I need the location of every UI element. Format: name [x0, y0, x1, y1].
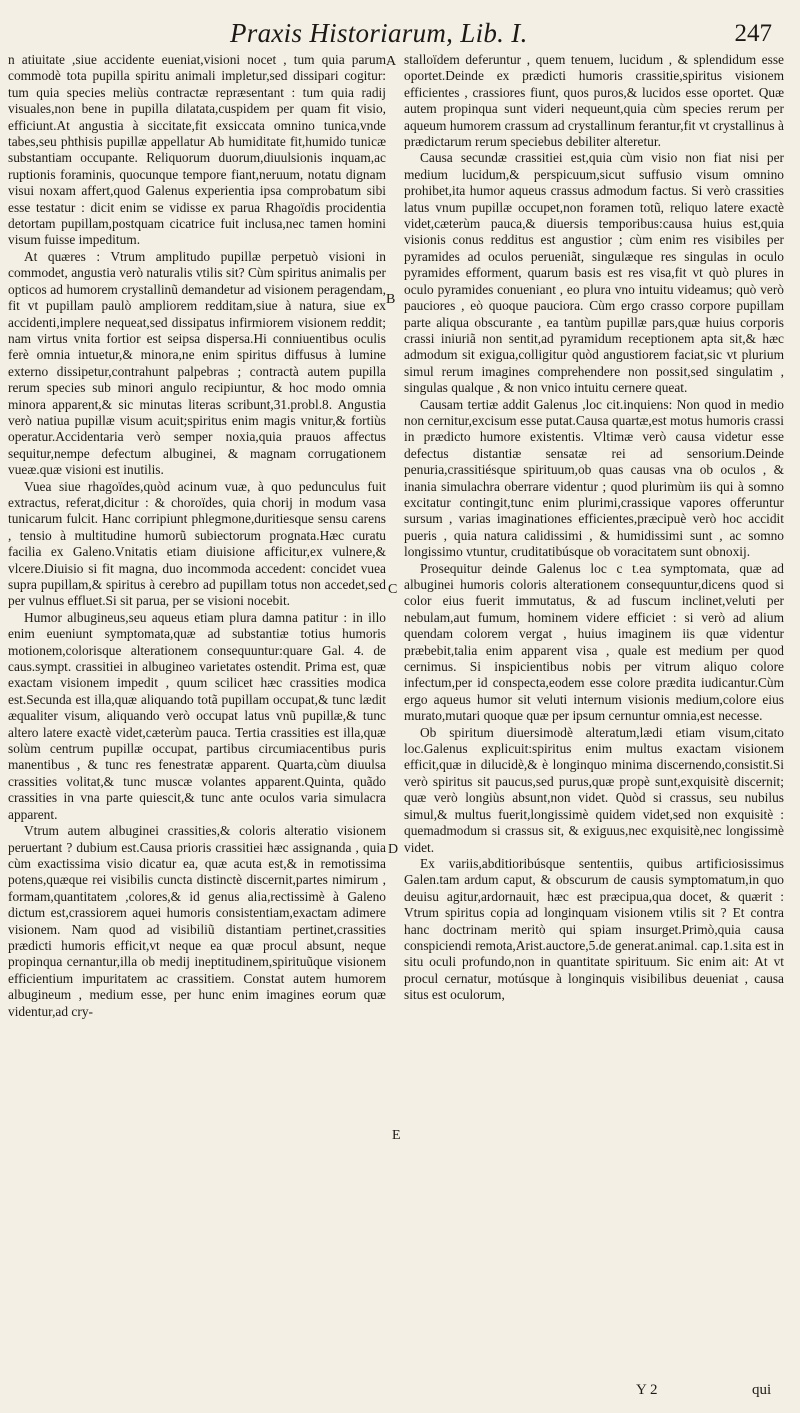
- catchword: qui: [752, 1382, 772, 1398]
- paragraph: stalloïdem deferuntur , quem tenuem, lucidum , & splendidum esse oportet.Deinde ex prædicti humoris crassitie,spiritus visionem efficientes , crassiores fiunt, quos puros,& lucidos esse oportet. Quæ autem propinqua sunt videri nequeunt,quia cùm species rerum per aqueum humorem crassum ad crystallinum ferantur,fit vt crystallinus à prædictarum rerum speciebus debiliter alteretur.: [404, 52, 784, 150]
- running-head: [0, 18, 800, 52]
- paragraph: Humor albugineus,seu aqueus etiam plura damna patitur : in illo enim eueniunt symptomata,quæ ad substantiæ totius humoris motionem,colorisque alterationem consequuntur:quare Gal. 4. de caus.sympt. crassitiei in albugineo varietates ostendit. Prima est, quæ exactam visionem impedit , quum scilicet hæc crassities modica est.Secunda est illa,quæ aliquando totã pupillam occupat,& tunc lædit æqualiter visum, aliquando verò occupat latus vnũ pupillæ,& tunc altero latere exactè videt,cæterùm pauca. Tertia crassities est illa,quæ solùm centrum pupillæ occupat, partibus circumiacentibus puris manentibus , & tunc res fenestratæ apparent. Quarta,cùm diuulsa crassities volitat,& tunc muscæ volantes apparent.Quinta, quãdo crassities in vna parte quiescit,& tunc ante oculos varia simulacra apparent.: [8, 609, 386, 822]
- margin-letter-a: A: [386, 54, 397, 69]
- paragraph: At quæres : Vtrum amplitudo pupillæ perpetuò visioni in commodet, angustia verò naturalis vtilis sit? Cùm spiritus animalis per opticos ad humorem crystallinũ demandetur ad visionem peragendam, fit vt pupillam paulò ampliorem redditam,siue à natura, siue ex accidenti,implere nequeat,sed dissipatus infirmiorem visionem reddit; nam virtus vnita fortior est seipsa dispersa.Hi conniuentibus oculis ferè omnia intuetur,& minora,ne enim spiritus diffusus à lumine externo dissipetur,contrahunt palpebras ; contractà autem pupilla rerum species sub minori angulo recipiuntur, & hoc modo omnia minora apparent,& sic minutas literas scribunt,31.probl.8. Angustia verò natiua pupillæ visum acuit;spiritus enim magis vnitur,& fortiùs operatur.Accidentaria verò semper noxia,quia prauos affectus sequitur,nempe defectum albuginei, & magnam corrugationem vueæ.quæ visioni est inutilis.: [8, 248, 386, 478]
- paragraph: Causa secundæ crassitiei est,quia cùm visio non fiat nisi per medium lucidum,& perspicuum,sicut suffusio visum omnino prohibet,ita humor aqueus crassus admodum factus. Si verò crassities latus vnum pupillæ occupet,non foramen totũ, reliquo latere exactè videt,cæterùm pauca,& diuersis temporibus:causa huius est,quia visionis conus redditus est angustior ; cùm enim res visibiles per pyramides ad oculos perueniãt, singulæque res singulas in oculo pyramides efforment, quarum basis est res visa,fit vt quò plures in oculo pyramides conueniant , eo plura vno intuitu videamus; quò verò pauciores , eò quoque pauciora. Cùm ergo crasso corpore pupillam parte aliqua obscurante , ea tantùm pupillæ pars,quæ huius corporis crassi iniuriã non sentit,ad pyramidum receptionem apta sit,& hæc admodum sit exigua,colligitur quòd angustiorem faciat,sic vt plurium simul rerum imagines comprehendere non possit,sed singulatim , singulas qualque , & non vnico intuitu cernere queat.: [404, 150, 784, 396]
- margin-letter-b: B: [386, 292, 396, 307]
- right-column: [404, 52, 784, 1004]
- paragraph: Causam tertiæ addit Galenus ,loc cit.inquiens: Non quod in medio non cernitur,excisum esse putat.Causa quartæ,est motus humoris crassi in prædicto humore existentis. Vltimæ verò causa videtur esse defectus distantiæ sensatæ rei ad sensorium.Deinde penuria,crassitiésque spirituum,ob quas causas vna ob oculos , & inania simulachra oberrare videntur ; quod plurimùm iis qui à somno excitatur contingit,tunc enim plurimi,crassique vapores offeruntur sursum , varias imaginationes efficientes,præcipuè verò hoc accidit pueris , quia natura calidissimi , & humidissimi sunt , ac somno longissimo vtuntur, cruditatibúsque ob voracitatem sunt obnoxij.: [404, 396, 784, 560]
- signature-mark: Y 2: [636, 1382, 658, 1398]
- running-title: Praxis Historiarum, Lib. I.: [230, 18, 528, 48]
- left-column: [8, 52, 386, 1020]
- paragraph: Prosequitur deinde Galenus loc c t.ea symptomata, quæ ad albuginei humoris coloris alterationem consequuntur,dicens quod si color eius fuerit immutatus, & ad fuscum inclinet,veluti per nebulam,aut fumum, hominem videre efficiet : si verò ad alium quendam colorem vergat , huius imaginem iis quæ videntur præbebit,talia enim apparent visa , quale est medium per quod cernimus. Si inspicientibus nobis per vitrum aliquo colore infectum,per id conspecta,eodem esse colore prædita iudicantur.Cùm ergo aqueus humor sit veluti internum visionis medium,colore eius murato,mutari quoque quæ per ipsum cernuntur omnia,est necesse.: [404, 560, 784, 724]
- page-footer: [0, 1382, 800, 1406]
- margin-letter-e: E: [392, 1128, 401, 1143]
- paragraph: n atiuitate ,siue accidente eueniat,visioni nocet , tum quia parum commodè tota pupilla spiritu animali impletur,sed dissipari cogitur: tum quia species meliùs contractæ repræsentant : tum quia radij visuales,non bene in pupilla dilatata,cuspidem per quam fit visio, efficiunt.At angustia à siccitate,fit exsiccata omnino tunica,vnde tabes,seu phthisis pupillæ appellatur Ab humiditate fit,humido tunicæ substantiam occupante. Reliquorum duorum,diuulsionis inquam,ac ruptionis foraminis, quocunque tempore fiant,neruum, notatu dignam visui noxam affert,quod Galenus experientia ipsa comprobatum sibi esse testatur : dicit enim se vidisse ex parua Rhagoïdis procidentia detortam pupillam,postquam cicatrice fuit inclusa,nec tamen homini visum fuisse impeditum.: [8, 52, 386, 248]
- paragraph: Ob spiritum diuersimodè alteratum,lædi etiam visum,citato loc.Galenus explicuit:spiritus enim multus exactam visionem efficit,quæ in dilucidè,& è longinquo minima discernendo,consistit.Si verò spiritus sit paucus,sed purus,quæ propè sunt,exquisitè discernit; quæ verò longiùs absunt,non videt. Quòd si crassus, seu nubilus simul,& multus fuerit,longissimè quidem videt,sed non exquisitè : quemadmodum si crassus sit, & exiguus,nec exquisitè,nec longissimè videt.: [404, 724, 784, 855]
- margin-letter-d: D: [388, 842, 399, 857]
- margin-letter-c: C: [388, 582, 398, 597]
- paragraph: Vtrum autem albuginei crassities,& coloris alteratio visionem peruertant ? dubium est.Causa prioris crassitiei hæc assignanda , quia cùm exactissima visio dicatur ea, quæ acuta est,& in remotissima potens,quæque rei visibilis cuncta distinctè discernit,partes nimirum , formam,quantitatem ,colores,& id genus alia,rectissimè à Galeno dictum est,crassiorem aquei humoris consistentiam,exactam adimere visionem. Nam quod ad visibiliũ distantiam pertinet,crassities prædicti humoris efficit,vt neque ea quæ procul absunt, neque propinqua cernantur,illa ob medij ineptitudinem,spirituũque visionem efficientium impuritatem ac crassitiem. Constat autem humorem albugineum , medium esse, per hunc enim imagines eorum quæ videntur,ad cry-: [8, 823, 386, 1019]
- page-number: 247: [734, 20, 772, 47]
- paragraph: Ex variis,abditioribúsque sententiis, quibus artificiosissimus Galen.tam ardum caput, & obscurum de causis symptomatum,in quo deuisu agitur,ardornauit, hæc est præcipua,qua docet, & quærit : Vtrum spiritus copia ad longinquam visionem vtilis sit ? Et contra hanc doctrinam meritò qui spiam insurget.Primò,quia causa conspiciendi remota,Arist.auctore,5.de generat.animal. cap.1.sita est in situ oculi profundo,non in quantitate spirituum. Sic enim ait: At vt procul cernatur, motúsque à longinquis visibilibus deueniat , causa situs est oculorum,: [404, 855, 784, 1003]
- paragraph: Vuea siue rhagoïdes,quòd acinum vuæ, à quo pedunculus fuit extractus, referat,dicitur : & choroïdes, quia chorij in modum vasa tunicarum fulcit. Hanc corripiunt phlegmone,duritiesque sensu carens , tensio à multitudine humorũ subiectorum prognata.Hæc curatu facilia ex Galeno.Vnitatis etiam diuisione afficitur,ex vulnere,& vlcere.Diuisio si fit magna, duo incommoda accedent: concidet vuea supra pupillam,& spiritus à cerebro ad pupillam totus non accedet,sed per vulnus effluet.Si sit parua, per se visioni nocebit.: [8, 478, 386, 609]
